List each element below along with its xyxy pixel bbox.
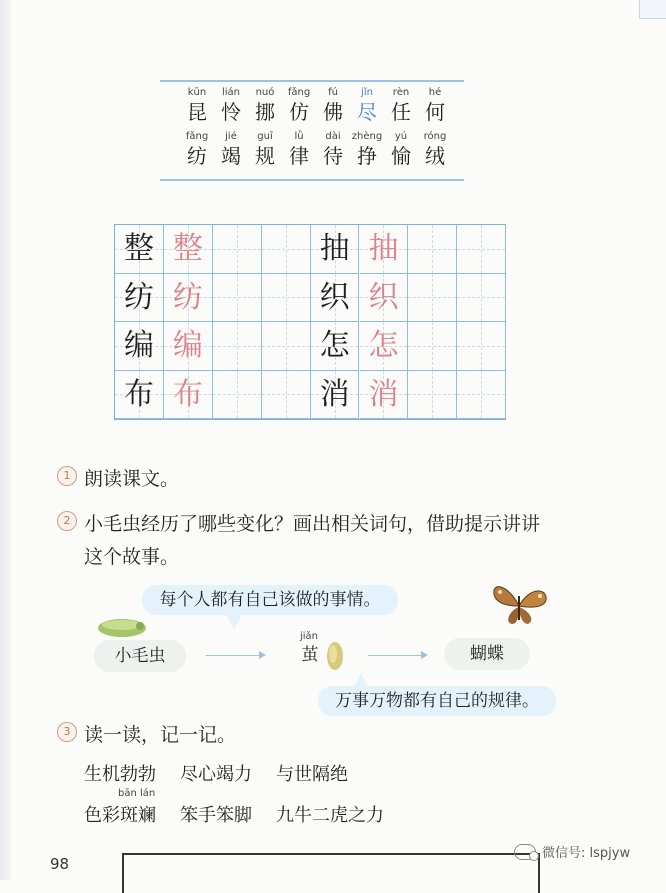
- grid-cell: [408, 274, 457, 323]
- arrow-2: [368, 655, 426, 656]
- vocab-pinyin: róng: [423, 131, 447, 142]
- vocab-char: 绒: [425, 144, 445, 168]
- vocab-char: 任: [391, 100, 411, 124]
- vocab-pinyin: fǎng: [287, 87, 311, 98]
- vocab-char: 挪: [255, 100, 275, 124]
- vocab-item: [384, 130, 418, 169]
- watermark: [514, 842, 630, 861]
- vocab-pinyin: yú: [394, 131, 408, 142]
- model-character: 编: [124, 328, 154, 363]
- grid-cell: [213, 322, 262, 371]
- watermark-text: 微信号: lspjyw: [542, 846, 631, 861]
- stage-cocoon-pinyin: jiǎn: [300, 631, 319, 642]
- vocab-item: [316, 130, 350, 169]
- trace-character: 消: [368, 376, 399, 412]
- caterpillar-icon: [96, 612, 148, 642]
- grid-cell: [408, 371, 457, 420]
- vocab-item: [350, 86, 384, 125]
- vocab-item: [418, 130, 452, 169]
- butterfly-icon: [488, 580, 550, 630]
- grid-cell: [213, 371, 262, 420]
- vocab-item: [282, 86, 316, 125]
- trace-character: 怎: [368, 328, 399, 363]
- vocab-item: [214, 130, 248, 169]
- stage-butterfly: 蝴蝶: [444, 638, 530, 670]
- vocab-item: [248, 130, 282, 169]
- model-character: 布: [124, 376, 154, 412]
- grid-cell: [457, 322, 506, 371]
- page-edge: [0, 0, 12, 880]
- tip-bubble-bottom-text: 万事万物都有自己的规律。: [335, 691, 539, 711]
- grid-cell: [457, 225, 506, 274]
- idiom-4: 色彩斑斓: [84, 805, 156, 826]
- vocab-char: 纺: [187, 144, 207, 168]
- model-character: 消: [319, 376, 350, 412]
- vocab-pinyin: nuó: [255, 87, 275, 98]
- grid-cell: [457, 274, 506, 323]
- tip-bubble-top-text: 每个人都有自己该做的事情。: [159, 590, 381, 610]
- stage-cocoon: 茧: [301, 645, 319, 665]
- exercise-2-icon: 2: [57, 511, 77, 531]
- trace-character: 纺: [172, 279, 203, 315]
- cocoon-icon: [322, 636, 348, 672]
- grid-cell: [262, 322, 311, 371]
- vocab-item: [248, 86, 282, 125]
- exercise-2-text-line2: 这个故事。: [84, 546, 180, 568]
- vocab-char: 仿: [289, 100, 309, 124]
- tip-bubble-bottom: [318, 686, 556, 716]
- trace-character: 编: [172, 328, 203, 363]
- vocab-pinyin: lián: [221, 87, 241, 98]
- trace-character: 抽: [368, 231, 399, 266]
- vocab-item: [316, 86, 350, 125]
- vocab-pinyin: guī: [257, 131, 273, 142]
- vocab-char: 尽: [357, 100, 377, 124]
- vocab-item: [384, 86, 418, 125]
- vocab-pinyin: kūn: [187, 87, 207, 98]
- vocab-item: [180, 86, 214, 125]
- vocab-item: [180, 130, 214, 169]
- model-character: 抽: [319, 231, 350, 266]
- idiom-2: 尽心竭力: [180, 764, 252, 785]
- vocab-pinyin: zhèng: [351, 131, 383, 142]
- page-number: 98: [50, 855, 70, 873]
- vocab-char: 待: [323, 144, 343, 168]
- grid-cell: [408, 225, 457, 274]
- exercise-3-text: 读一读，记一记。: [84, 724, 237, 746]
- page-corner: [639, 0, 666, 19]
- vocab-char: 佛: [323, 100, 343, 124]
- idiom-4-pinyin: bān lán: [118, 788, 156, 799]
- vocab-item: [282, 130, 316, 169]
- arrow-1: [206, 655, 264, 656]
- model-character: 整: [124, 231, 154, 266]
- vocab-char: 昆: [187, 100, 207, 124]
- exercise-3-icon: 3: [57, 722, 77, 742]
- vocab-char: 挣: [357, 144, 377, 168]
- vocab-char: 律: [289, 144, 309, 168]
- grid-cell: [408, 322, 457, 371]
- wechat-icon: [514, 844, 536, 860]
- vocab-pinyin: jǐn: [361, 87, 373, 98]
- idiom-6: 九牛二虎之力: [276, 805, 384, 826]
- vocab-item: [350, 130, 384, 169]
- vocab-pinyin: rèn: [392, 87, 410, 98]
- model-character: 织: [319, 279, 350, 315]
- vocab-top-rule: [160, 80, 464, 82]
- vocab-char: 怜: [221, 100, 241, 124]
- vocab-char: 何: [425, 100, 445, 124]
- next-section-box: [122, 853, 540, 893]
- trace-character: 织: [368, 279, 399, 315]
- vocab-char: 竭: [221, 144, 241, 168]
- vocab-item: [214, 86, 248, 125]
- vocab-char: 愉: [391, 144, 411, 168]
- grid-cell: [262, 274, 311, 323]
- vocab-pinyin: fǎng: [185, 131, 209, 142]
- grid-cell: [213, 225, 262, 274]
- vocab-item: [418, 86, 452, 125]
- vocab-pinyin: jié: [225, 131, 237, 142]
- exercise-2-text-line1: 小毛虫经历了哪些变化？画出相关词句，借助提示讲讲: [84, 513, 541, 535]
- vocab-row-2: [180, 130, 452, 169]
- stage-caterpillar: 小毛虫: [94, 640, 186, 672]
- vocabulary-box: [160, 80, 464, 182]
- grid-cell: [213, 274, 262, 323]
- grid-cell: [262, 371, 311, 420]
- model-character: 纺: [124, 279, 154, 315]
- idiom-3: 与世隔绝: [276, 764, 348, 785]
- vocab-pinyin: hé: [428, 87, 442, 98]
- trace-character: 布: [172, 376, 203, 412]
- trace-character: 整: [172, 231, 203, 266]
- exercise-1-icon: 1: [57, 466, 77, 486]
- vocab-pinyin: fú: [328, 87, 338, 98]
- grid-cell: [262, 225, 311, 274]
- idiom-1: 生机勃勃: [84, 764, 156, 785]
- vocab-char: 规: [255, 144, 275, 168]
- idiom-5: 笨手笨脚: [180, 805, 252, 826]
- grid-cell: [457, 371, 506, 420]
- model-character: 怎: [319, 328, 350, 363]
- vocab-pinyin: lǜ: [294, 131, 304, 142]
- writing-grid: [114, 224, 506, 420]
- vocab-bottom-rule: [160, 179, 464, 181]
- tip-bubble-top: [142, 585, 398, 615]
- vocab-pinyin: dài: [325, 131, 341, 142]
- vocab-row-1: [180, 86, 452, 125]
- exercise-1-text: 朗读课文。: [84, 468, 180, 490]
